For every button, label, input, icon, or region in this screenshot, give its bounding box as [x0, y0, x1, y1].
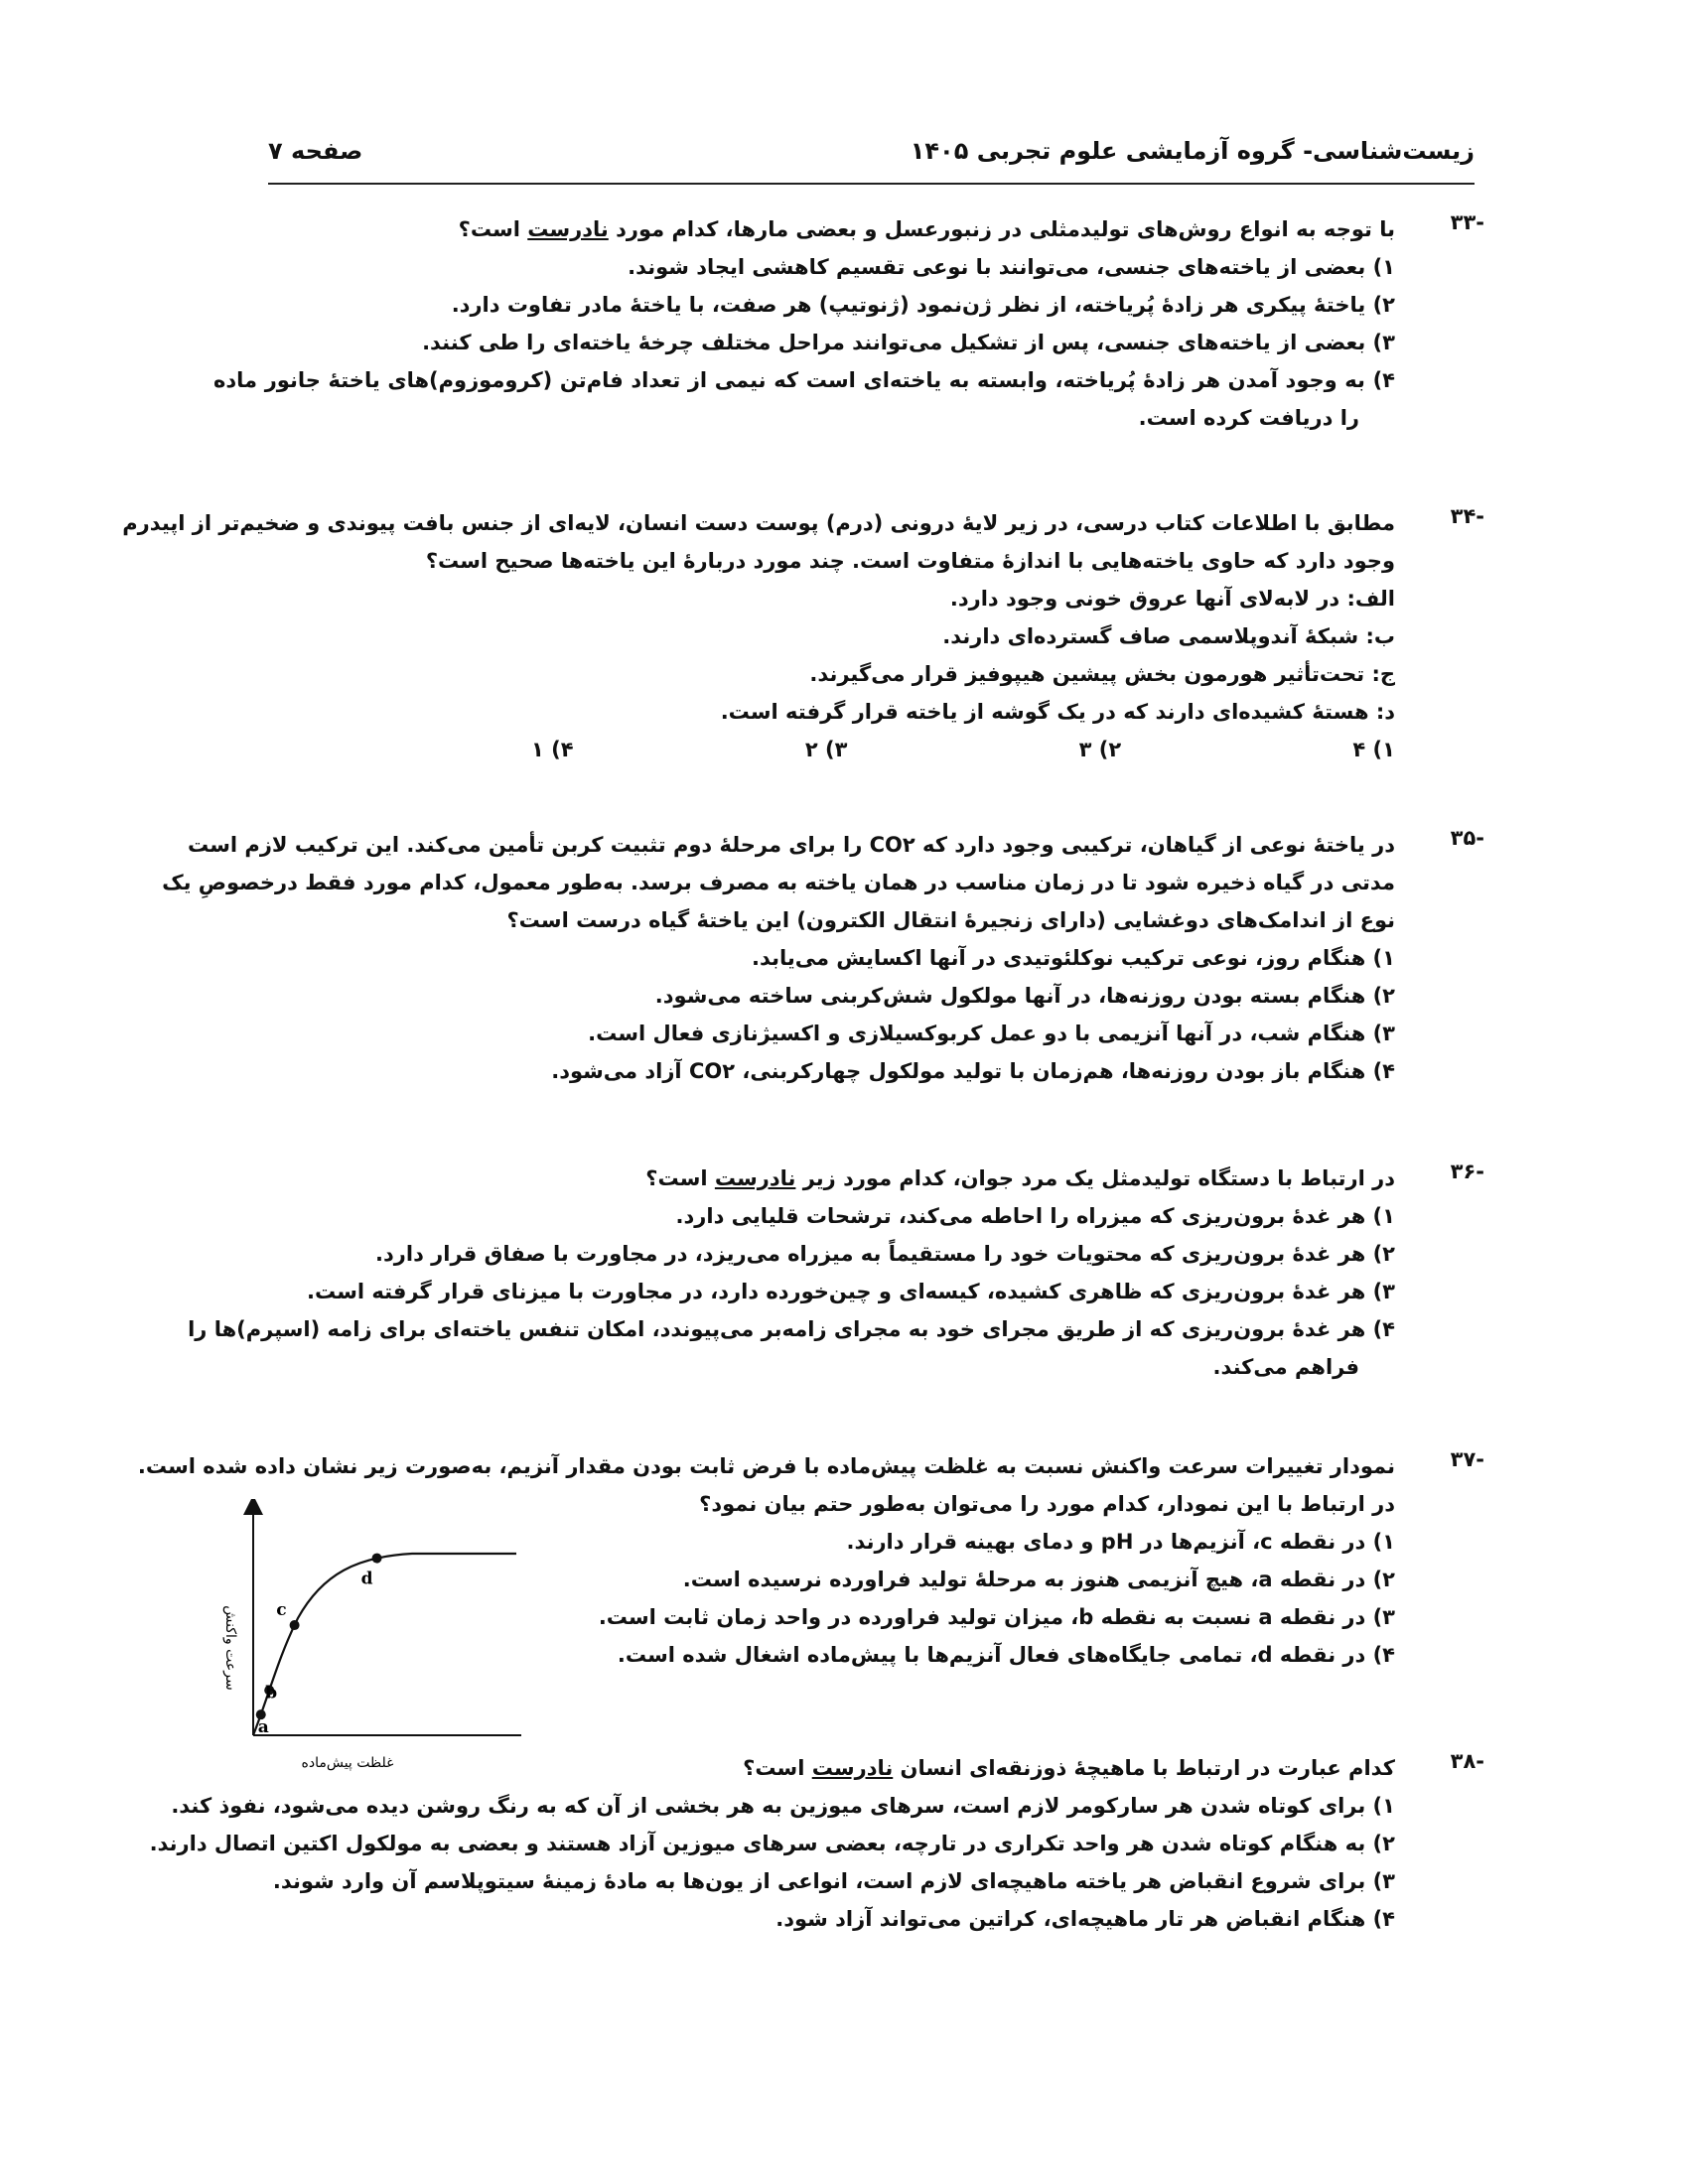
option-1[interactable]: ۱) در نقطه c، آنزیم‌ها در pH و دمای بهینه قرار دارند. [846, 1530, 1395, 1554]
question-stem-line: در ارتباط با این نمودار، کدام مورد را می‌توان به‌طور حتم بیان نمود؟ [699, 1492, 1395, 1516]
question-stem-line: وجود دارد که حاوی یاخته‌هایی با اندازهٔ متفاوت است. چند مورد دربارهٔ این یاخته‌ها صحیح است؟ [425, 549, 1395, 573]
option-4-cont: را دریافت کرده است. [1138, 406, 1359, 430]
option-4[interactable]: ۴) هر غدهٔ برون‌ریزی که از طریق مجرای خود به مجرای زامه‌بر می‌پیوندد، امکان تنفس یاخته‌ای برای زامه (اسپرم)ها را [188, 1317, 1395, 1341]
question-34 [122, 504, 1484, 768]
point-label-b: b [265, 1683, 278, 1704]
statement-item: ب: شبکهٔ آندوپلاسمی صاف گسترده‌ای دارند. [942, 624, 1395, 648]
y-axis-label: سرعت واکنش [222, 1605, 238, 1691]
header-divider [268, 183, 1475, 185]
question-stem-line: نمودار تغییرات سرعت واکنش نسبت به غلظت پیش‌ماده با فرض ثابت بودن مقدار آنزیم، به‌صورت زیر نشان داده شده است. [137, 1454, 1395, 1478]
option-4[interactable]: ۴) به وجود آمدن هر زادهٔ پُریاخته، وابسته به یاخته‌ای است که نیمی از تعداد فام‌تن (کروموزوم)های یاختهٔ جانور ماده [213, 368, 1395, 392]
question-stem-line: در یاختهٔ نوعی از گیاهان، ترکیبی وجود دارد که CO۲ را برای مرحلهٔ دوم تثبیت کربن تأمین می‌کند. این ترکیب لازم است [188, 833, 1395, 857]
chart-svg [199, 1499, 536, 1787]
option-3[interactable]: ۳) هر غدهٔ برون‌ریزی که ظاهری کشیده، کیسه‌ای و چین‌خورده دارد، در مجاورت با میزنای قرار گرفته است. [307, 1280, 1395, 1303]
option-3[interactable]: ۳) هنگام شب، در آنها آنزیمی با دو عمل کربوکسیلازی و اکسیژنازی فعال است. [588, 1022, 1395, 1045]
header-title: زیست‌شناسی- گروه آزمایشی علوم تجربی ۱۴۰۵ [910, 137, 1475, 165]
question-33 [213, 210, 1484, 437]
option-2[interactable]: ۲) به هنگام کوتاه شدن هر واحد تکراری در تارچه، بعضی سرهای میوزین آزاد هستند و بعضی به مولکول اکتین اتصال دارند. [149, 1832, 1395, 1855]
option-1[interactable]: ۱) هر غدهٔ برون‌ریزی که میزراه را احاطه می‌کند، ترشحات قلیایی دارد. [675, 1204, 1395, 1228]
question-stem-line: مطابق با اطلاعات کتاب درسی، در زیر لایهٔ درونی (درم) پوست دست انسان، لایه‌ای از جنس بافت پیوندی و ضخیم‌تر از اپیدرم [122, 511, 1395, 535]
point-d [372, 1554, 382, 1564]
question-stem: کدام عبارت در ارتباط با ماهیچهٔ ذوزنقه‌ای انسان نادرست است؟ [743, 1756, 1395, 1780]
question-36 [188, 1160, 1484, 1386]
question-stem-line: مدتی در گیاه ذخیره شود تا در زمان مناسب در همان یاخته به مصرف برسد. به‌طور معمول، کدام مورد فقط درخصوصِ یک [162, 871, 1395, 894]
option-2[interactable]: ۲) هنگام بسته بودن روزنه‌ها، در آنها مولکول شش‌کربنی ساخته می‌شود. [654, 984, 1395, 1008]
option-4[interactable]: ۴) هنگام باز بودن روزنه‌ها، هم‌زمان با تولید مولکول چهارکربنی، CO۲ آزاد می‌شود. [551, 1059, 1395, 1083]
point-label-a: a [257, 1717, 269, 1738]
rate-curve [253, 1554, 516, 1738]
question-stem-line: نوع از اندامک‌های دوغشایی (دارای زنجیرهٔ انتقال الکترون) این یاختهٔ گیاه درست است؟ [506, 908, 1395, 932]
reaction-rate-chart [199, 1499, 536, 1787]
question-number: -۳۴ [1450, 504, 1484, 528]
question-number: -۳۸ [1450, 1749, 1484, 1773]
question-stem: در ارتباط با دستگاه تولیدمثل یک مرد جوان، کدام مورد زیر نادرست است؟ [645, 1166, 1395, 1190]
question-stem: با توجه به انواع روش‌های تولیدمثلی در زنبورعسل و بعضی مارها، کدام مورد نادرست است؟ [458, 217, 1395, 241]
choices-row [531, 731, 1395, 768]
page-header [268, 137, 1475, 181]
option-4[interactable]: ۴) در نقطه d، تمامی جایگاه‌های فعال آنزیم‌ها با پیش‌ماده اشغال شده است. [617, 1643, 1395, 1667]
statement-item: د: هستهٔ کشیده‌ای دارند که در یک گوشه از یاخته قرار گرفته است. [720, 700, 1395, 724]
option-1[interactable]: ۱) بعضی از یاخته‌های جنسی، می‌توانند با نوعی تقسیم کاهشی ایجاد شوند. [628, 255, 1395, 279]
option-1[interactable]: ۱) هنگام روز، نوعی ترکیب نوکلئوتیدی در آنها اکسایش می‌یابد. [751, 946, 1395, 970]
question-35 [162, 826, 1484, 1090]
option-3[interactable]: ۳) برای شروع انقباض هر یاخته ماهیچه‌ای لازم است، انواعی از یون‌ها به مادهٔ زمینهٔ سیتوپلاسم آن وارد شوند. [272, 1869, 1395, 1893]
statement-item: ج: تحت‌تأثیر هورمون بخش پیشین هیپوفیز قرار می‌گیرند. [809, 662, 1395, 686]
option-4[interactable]: ۴) ۱ [531, 738, 574, 761]
option-2[interactable]: ۲) یاختهٔ پیکری هر زادهٔ پُریاخته، از نظر ژن‌نمود (ژنوتیپ) هر صفت، با یاختهٔ مادر تفاوت دارد. [451, 293, 1395, 317]
option-4-cont: فراهم می‌کند. [1212, 1355, 1359, 1379]
option-1[interactable]: ۱) برای کوتاه شدن هر سارکومر لازم است، سرهای میوزین به هر بخشی از آن که به رنگ روشن دیده می‌شود، نفوذ کند. [171, 1794, 1395, 1818]
point-c [290, 1620, 300, 1630]
option-3[interactable]: ۳) ۲ [804, 738, 848, 761]
question-number: -۳۵ [1450, 826, 1484, 850]
option-4[interactable]: ۴) هنگام انقباض هر تار ماهیچه‌ای، کراتین می‌تواند آزاد شود. [775, 1907, 1395, 1931]
question-38 [149, 1749, 1484, 1938]
x-axis-label: غلظت پیش‌ماده [301, 1755, 394, 1771]
question-number: -۳۳ [1450, 210, 1484, 234]
option-2[interactable]: ۲) هر غدهٔ برون‌ریزی که محتویات خود را مستقیماً به میزراه می‌ریزد، در مجاورت با صفاق قرار دارد. [375, 1242, 1395, 1266]
option-2[interactable]: ۲) ۳ [1078, 738, 1122, 761]
option-1[interactable]: ۱) ۴ [1352, 738, 1395, 761]
option-3[interactable]: ۳) بعضی از یاخته‌های جنسی، پس از تشکیل می‌توانند مراحل مختلف چرخهٔ یاخته‌ای را طی کنند. [422, 331, 1395, 354]
header-page-number: صفحه ۷ [268, 137, 363, 165]
point-label-c: c [276, 1600, 287, 1621]
point-label-d: d [360, 1569, 373, 1589]
option-3[interactable]: ۳) در نقطه a نسبت به نقطه b، میزان تولید فراورده در واحد زمان ثابت است. [598, 1605, 1395, 1629]
option-2[interactable]: ۲) در نقطه a، هیچ آنزیمی هنوز به مرحلهٔ تولید فراورده نرسیده است. [682, 1568, 1395, 1591]
question-number: -۳۶ [1450, 1160, 1484, 1183]
question-number: -۳۷ [1450, 1447, 1484, 1471]
statement-item: الف: در لابه‌لای آنها عروق خونی وجود دارد. [949, 587, 1395, 611]
